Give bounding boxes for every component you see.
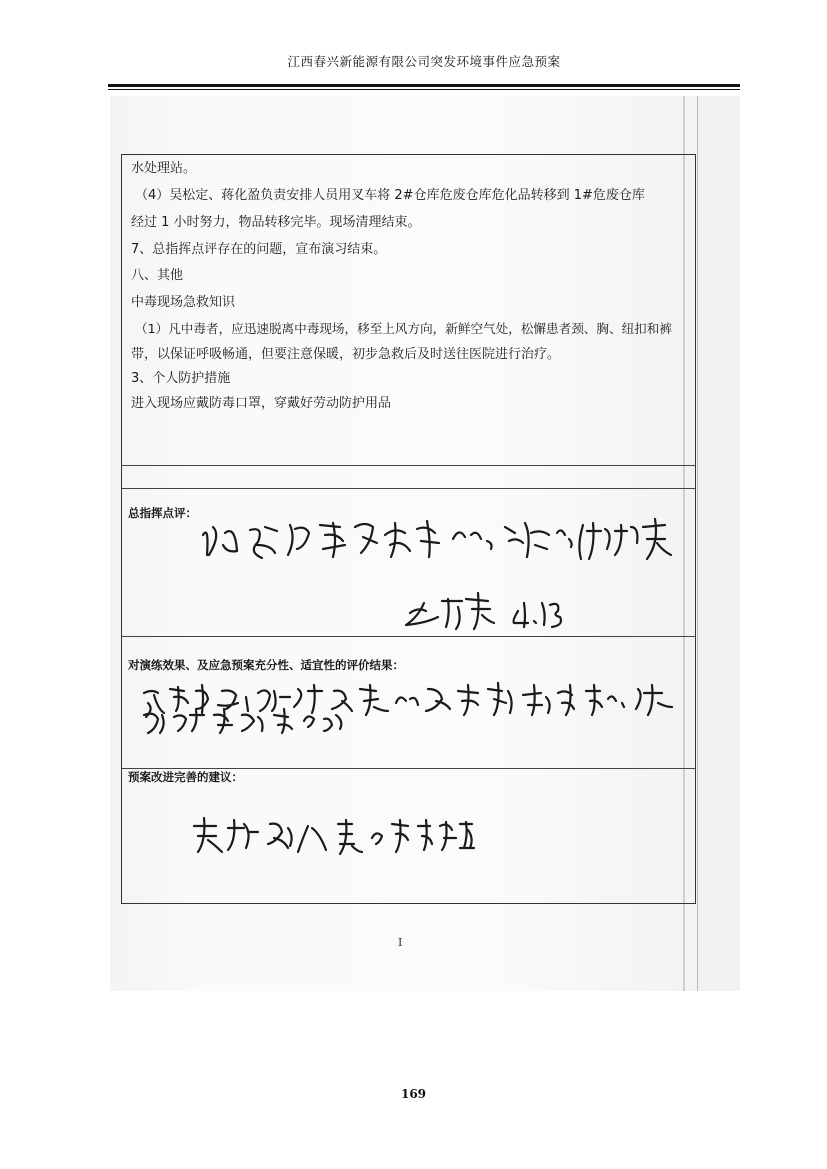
- handwritten-commander-comment: [195, 505, 675, 570]
- page-number: 169: [400, 1087, 427, 1101]
- body-line: 3、个人防护措施: [131, 371, 231, 386]
- commander-comment-label: 总指挥点评：: [128, 506, 197, 520]
- body-line: 进入现场应戴防毒口罩，穿戴好劳动防护用品: [131, 396, 392, 411]
- document-header-title: 江西春兴新能源有限公司突发环境事件应急预案: [287, 54, 561, 69]
- body-line: 八、其他: [131, 268, 184, 283]
- header-rule-thick: [108, 84, 740, 87]
- handwritten-signature-date: [400, 585, 570, 633]
- scan-fold-line-2: [697, 96, 698, 991]
- body-line: 带，以保证呼吸畅通，但要注意保暖，初步急救后及时送往医院进行治疗。: [131, 347, 561, 362]
- body-line: （4）吴松定、蒋化盈负责安排人员用叉车将 2#仓库危废仓库危化品转移到 1#危废仓库: [135, 188, 645, 203]
- handwritten-suggestion-text: [188, 810, 478, 865]
- body-line: 经过 1 小时努力，物品转移完毕。现场清理结束。: [131, 215, 421, 230]
- section-divider: [121, 636, 696, 637]
- improvement-suggestion-label: 预案改进完善的建议：: [128, 770, 243, 784]
- section-divider: [121, 488, 696, 489]
- body-line: 7、总指挥点评存在的问题，宣布演习结束。: [131, 242, 387, 257]
- body-line: 中毒现场急救知识: [131, 295, 236, 310]
- header-rule-thin: [108, 89, 740, 90]
- handwritten-evaluation-text: [138, 675, 688, 740]
- evaluation-result-label: 对演练效果、及应急预案充分性、适宜性的评价结果：: [128, 658, 404, 672]
- body-line: （1）凡中毒者，应迅速脱离中毒现场，移至上风方向，新鲜空气处，松懈患者颈、胸、纽扣和裤: [135, 321, 672, 336]
- scanned-page-footer-numeral: I: [398, 936, 403, 949]
- body-line: 水处理站。: [131, 161, 197, 176]
- section-divider: [121, 465, 696, 466]
